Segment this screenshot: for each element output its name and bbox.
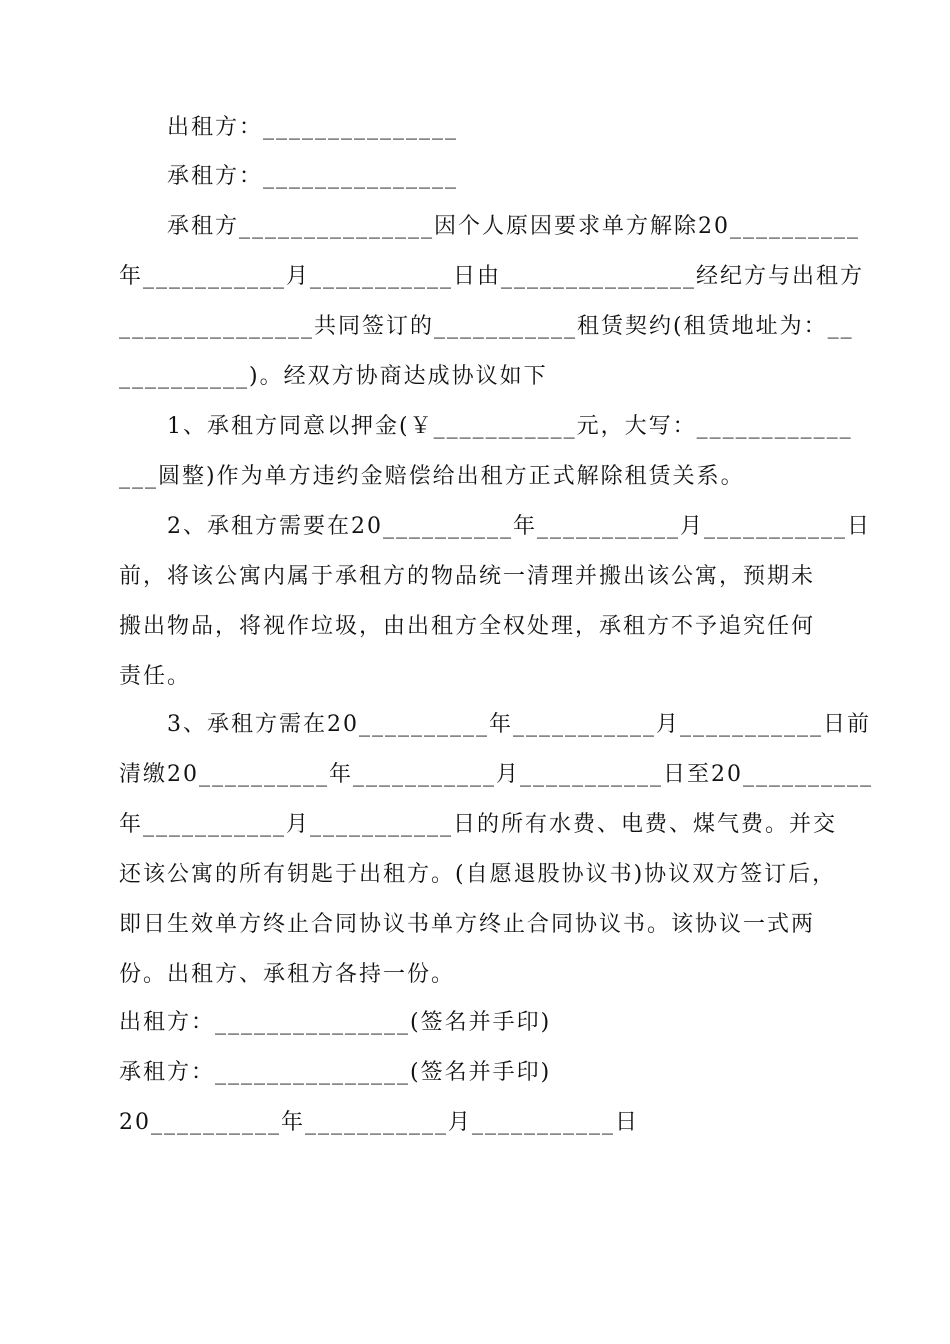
intro-line-1: 承租方_______________因个人原因要求单方解除20__________ — [167, 214, 860, 239]
date-line: 20__________年___________月___________日 — [119, 1110, 639, 1135]
clause-3-line-2: 清缴20__________年___________月___________日至20__________ — [119, 762, 873, 787]
clause-2-line-1: 2、承租方需要在20__________年___________月___________日 — [167, 514, 871, 539]
intro-line-4: __________)。经双方协商达成协议如下 — [119, 364, 548, 389]
lessee-signature-line: 承租方：_______________(签名并手印) — [119, 1060, 552, 1085]
lessee-line: 承租方：_______________ — [167, 164, 459, 189]
clause-3-line-3: 年___________月___________日的所有水费、电费、煤气费。并交 — [119, 812, 838, 837]
intro-line-3: _______________共同签订的___________租赁契约(租赁地址为：__ — [119, 314, 854, 339]
lessor-line: 出租方：_______________ — [167, 115, 459, 140]
clause-2-line-4: 责任。 — [119, 664, 192, 689]
clause-2-line-2: 前，将该公寓内属于承租方的物品统一清理并搬出该公寓，预期未 — [119, 564, 816, 589]
clause-1-line-2: ___圆整)作为单方违约金赔偿给出租方正式解除租赁关系。 — [119, 464, 745, 489]
lessor-signature-line: 出租方：_______________(签名并手印) — [119, 1010, 552, 1035]
clause-1-line-1: 1、承租方同意以押金(￥___________元，大写：____________ — [167, 414, 853, 439]
clause-2-line-3: 搬出物品，将视作垃圾，由出租方全权处理，承租方不予追究任何 — [119, 614, 816, 639]
clause-3-line-1: 3、承租方需在20__________年___________月___________日前 — [167, 712, 871, 737]
intro-line-2: 年___________月___________日由_______________经纪方与出租方 — [119, 264, 865, 289]
clause-3-line-5: 即日生效单方终止合同协议书单方终止合同协议书。该协议一式两 — [119, 912, 816, 937]
clause-3-line-6: 份。出租方、承租方各持一份。 — [119, 962, 456, 987]
clause-3-line-4: 还该公寓的所有钥匙于出租方。(自愿退股协议书)协议双方签订后， — [119, 862, 837, 887]
